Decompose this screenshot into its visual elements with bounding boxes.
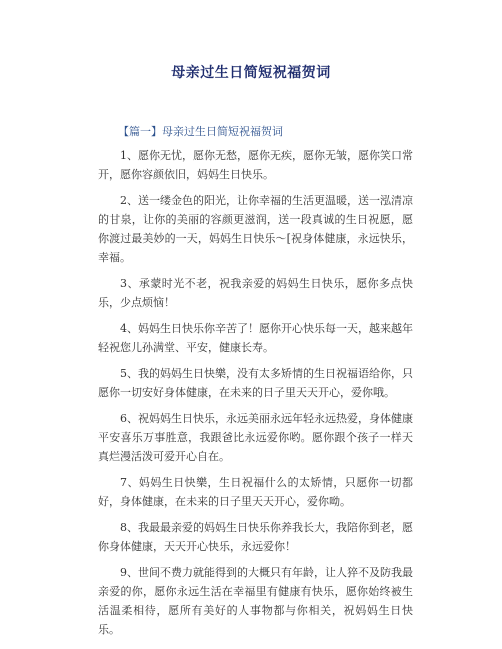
paragraph-1: 1、愿你无忧，愿你无愁，愿你无疾，愿你无皱，愿你笑口常开，愿你容颜依旧，妈妈生日快乐。 [98, 149, 413, 181]
paragraph-2: 2、送一缕金色的阳光，让你幸福的生活更温暖，送一泓清凉的甘泉，让你的美丽的容颜更滋润，送一段真诚的生日祝愿，愿你渡过最美妙的一天，妈妈生日快乐～[祝身体健康，永远快乐，幸福。 [98, 194, 413, 264]
paragraph-4: 4、妈妈生日快乐你辛苦了！愿你开心快乐每一天，越来越年轻祝您儿孙满堂、平安，健康长寿。 [98, 322, 413, 354]
section-heading: 【篇一】母亲过生日简短祝福贺词 [118, 125, 283, 138]
paragraph-6: 6、祝妈妈生日快乐，永远美丽永远年轻永远热爱，身体健康平安喜乐万事胜意，我跟爸比永远爱你哟。愿你跟个孩子一样天真烂漫活泼可爱开心自在。 [98, 412, 413, 463]
paragraph-7: 7、妈妈生日快樂，生日祝福什么的太矫情，只愿你一切都好，身体健康，在未来的日子里天天开心，爱你呦。 [98, 476, 413, 508]
paragraph-3: 3、承蒙时光不老，祝我亲爱的妈妈生日快乐，愿你多点快乐，少点烦恼！ [98, 277, 413, 309]
paragraph-9: 9、世间不费力就能得到的大概只有年龄，让人猝不及防我最亲爱的你，愿你永远生活在幸福里有健康有快乐，愿你始终被生活温柔相待，愿所有美好的人事物都与你相关，祝妈妈生日快乐。 [98, 566, 413, 636]
document-title: 母亲过生日简短祝福贺词 [171, 65, 331, 81]
paragraph-5: 5、我的妈妈生日快樂，没有太多矫情的生日祝福语给你，只愿你一切安好身体健康，在未来的日子里天天开心，爱你哦。 [98, 367, 413, 399]
paragraph-8: 8、我最最亲爱的妈妈生日快乐你养我长大，我陪你到老，愿你身体健康，天天开心快乐，永远爱你！ [98, 521, 413, 553]
document-body [98, 146, 413, 646]
